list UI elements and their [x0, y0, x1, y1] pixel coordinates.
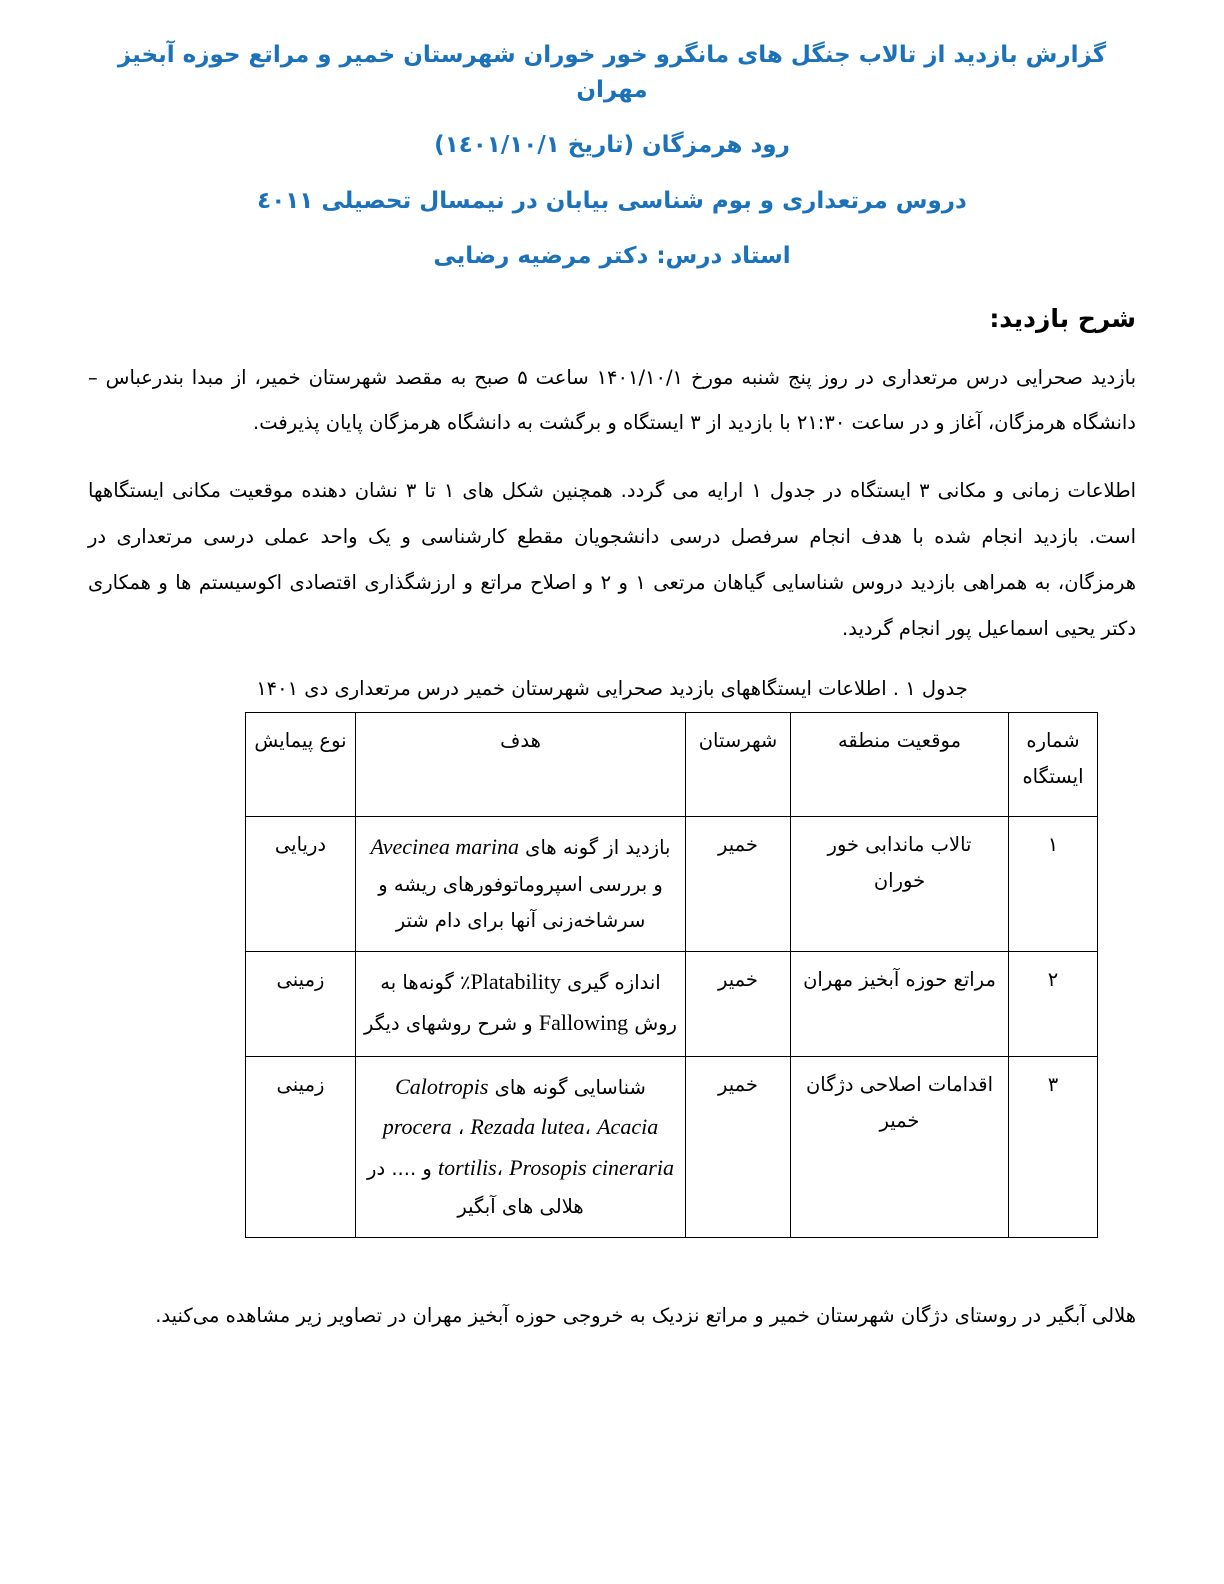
table-row [246, 816, 1098, 952]
county-cell: خمیر [686, 816, 791, 952]
header-survey-type: نوع پیمایش [246, 713, 356, 816]
goal-text-fa: بازدید از گونه های [518, 835, 671, 859]
location-cell: اقدامات اصلاحی دژگان خمیر [791, 1056, 1009, 1237]
survey-type-cell: زمینی [246, 952, 356, 1056]
goal-text-fa: ، [496, 1157, 510, 1181]
goal-text-fa: ، [584, 1116, 598, 1140]
header-station-number: شماره ایستگاه [1009, 713, 1098, 816]
header-location: موقعیت منطقه [791, 713, 1009, 816]
title-line-4: استاد درس: دکتر مرضیه رضایی [433, 243, 791, 269]
table-row [246, 1056, 1098, 1237]
goal-cell [356, 816, 686, 952]
goal-text-fa: ، [451, 1116, 471, 1140]
header-goal: هدف [356, 713, 686, 816]
title-line-2: رود هرمزگان (تاریخ ١٤٠١/١٠/١) [434, 132, 790, 158]
goal-species-name: Acacia tortilis [437, 1114, 659, 1181]
goal-cell [356, 952, 686, 1056]
stations-table [245, 712, 1098, 1237]
county-cell: خمیر [686, 952, 791, 1056]
goal-text-fa: و .... در هلالی های آبگیر [367, 1157, 584, 1218]
survey-type-cell: زمینی [246, 1056, 356, 1237]
paragraph-closing: هلالی آبگیر در روستای دژگان شهرستان خمیر و مراتع نزدیک به خروجی حوزه آبخیز مهران در تصاویر زیر مشاهده می‌کنید. [155, 1303, 1136, 1327]
location-cell: تالاب ماندابی خور خوران [791, 816, 1009, 952]
paragraph-visit-summary: بازدید صحرایی درس مرتعداری در روز پنج شنبه مورخ ۱۴۰۱/۱۰/۱ ساعت ۵ صبح به مقصد شهرستان خمیر، از مبدا بندرعباس – دانشگاه هرمزگان، آغاز و در ساعت ۲۱:۳۰ با بازدید از ۳ ایستگاه و برگشت به دانشگاه هرمزگان پایان پذیرفت. [88, 365, 1136, 435]
goal-text-fa: ٪ گونه‌ها به روش [380, 971, 677, 1035]
survey-type-cell: دریایی [246, 816, 356, 952]
station-number-cell: ۳ [1009, 1056, 1098, 1237]
paragraph-visit-details: اطلاعات زمانی و مکانی ۳ ایستگاه در جدول ۱ ارایه می گردد. همچنین شکل های ۱ تا ۳ نشان دهنده موقعیت مکانی ایستگاهها است. بازدید انجام شده با هدف انجام سرفصل درسی دانشجویان مقطع کارشناسی و یک واحد عملی درسی مرتعداری در هرمزگان، به همراهی بازدید دروس شناسایی گیاهان مرتعی ۱ و ۲ و اصلاح مراتع و ارزشگذاری اقتصادی اکوسیستم ها و همکاری دکتر یحیی اسماعیل پور انجام گردید. [88, 479, 1137, 640]
goal-text-fa: و شرح روشهای دیگر [364, 1012, 539, 1035]
goal-species-name: Platability [470, 969, 561, 995]
table-caption: جدول ۱ . اطلاعات ایستگاههای بازدید صحرایی شهرستان خمیر درس مرتعداری دی ۱۴۰۱ [256, 677, 968, 701]
goal-text-fa: و بررسی اسپروماتوفورهای ریشه و سرشاخه‌زنی آنها برای دام شتر [378, 873, 663, 933]
county-cell: خمیر [686, 1056, 791, 1237]
goal-text-fa: اندازه گیری [560, 971, 661, 995]
goal-text-fa: شناسایی گونه های [488, 1075, 646, 1099]
goal-species-name: Fallowing [538, 1010, 629, 1035]
stations-table-header [246, 713, 1098, 816]
station-number-cell: ۱ [1009, 816, 1098, 952]
station-number-cell: ۲ [1009, 952, 1098, 1056]
header-county: شهرستان [686, 713, 791, 816]
stations-table-body [246, 816, 1098, 1237]
goal-cell [356, 1056, 686, 1237]
table-row [246, 952, 1098, 1056]
section-heading: شرح بازدید: [989, 303, 1136, 333]
goal-species-name: Rezada lutea [470, 1114, 585, 1140]
document-title [88, 38, 1136, 274]
goal-species-name: Calotropis procera [382, 1073, 489, 1140]
goal-species-name: Avecinea marina [370, 833, 519, 859]
goal-species-name: Prosopis cineraria [509, 1155, 674, 1181]
title-line-3: دروس مرتعداری و بوم شناسی بیابان در نیمسال تحصیلی ٤٠١١ [257, 187, 967, 214]
location-cell: مراتع حوزه آبخیز مهران [791, 952, 1009, 1056]
header-row [246, 713, 1098, 816]
title-line-1: گزارش بازدید از تالاب جنگل های مانگرو خور خوران شهرستان خمیر و مراتع حوزه آبخیز مهران [117, 42, 1107, 103]
